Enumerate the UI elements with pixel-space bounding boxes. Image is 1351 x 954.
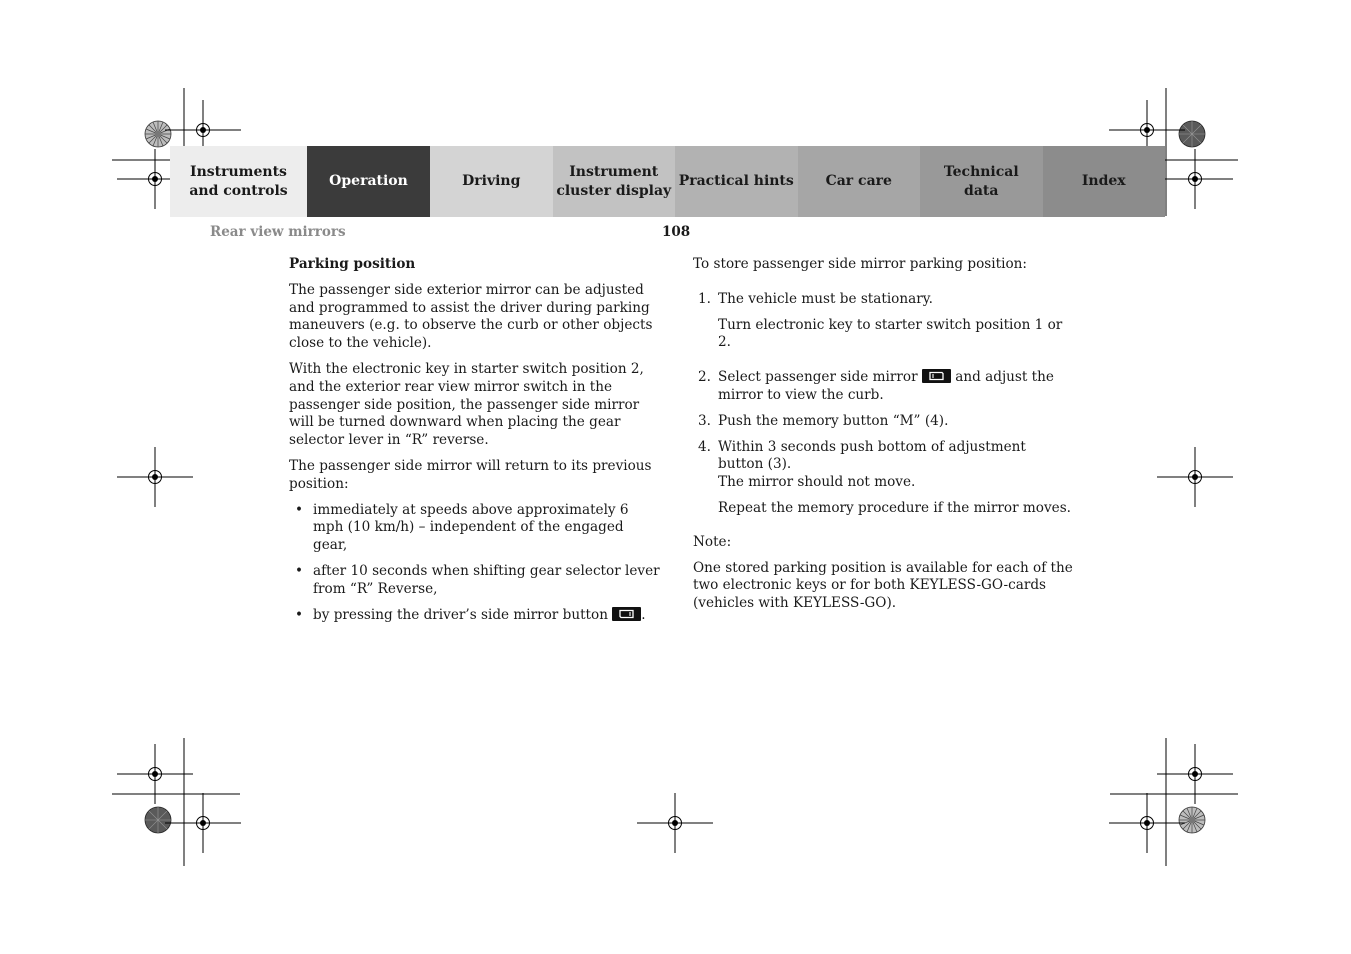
tab-driving[interactable]: [430, 146, 553, 217]
paragraph: With the electronic key in starter switch position 2, and the exterior rear view mirror switch in the passenger side position, the passenger side mirror will be turned downward when placing the gear selector lever in “R” reverse.: [289, 360, 644, 449]
bullet-icon: •: [295, 562, 304, 579]
tab-label: Driving: [462, 173, 521, 189]
tab-label: Operation: [329, 173, 408, 189]
step-item: [693, 291, 1073, 352]
step-text: The vehicle must be stationary.: [718, 290, 933, 307]
punctuation: .: [641, 606, 646, 623]
step-item: [693, 413, 1073, 431]
section-heading: Parking position: [289, 256, 416, 272]
note-label: Note:: [693, 533, 732, 550]
tab-technical-data[interactable]: [920, 146, 1043, 217]
tab-label: Car care: [825, 173, 892, 189]
list-item: [289, 563, 661, 599]
tab-practical-hints[interactable]: [675, 146, 798, 217]
step-item: [693, 439, 1073, 518]
intro-paragraph: To store passenger side mirror parking position:: [693, 256, 1027, 272]
tab-index[interactable]: [1043, 146, 1166, 217]
list-item: [289, 607, 661, 625]
right-column: [693, 256, 1073, 621]
paragraph: The passenger side mirror will return to its previous position:: [289, 457, 652, 492]
driver-mirror-button-icon: [612, 607, 641, 621]
section-tab-bar: [170, 146, 1180, 217]
tab-operation[interactable]: [307, 146, 430, 217]
step-text: Push the memory button “M” (4).: [718, 412, 949, 429]
tab-label: Instruments and controls: [189, 163, 288, 199]
step-text: Select passenger side mirror: [718, 369, 918, 386]
bullet-list: [289, 502, 661, 625]
tab-car-care[interactable]: [798, 146, 921, 217]
tab-instruments-and-controls[interactable]: [170, 146, 307, 217]
step-list: [693, 291, 1073, 518]
tab-instrument-cluster-display[interactable]: [553, 146, 676, 217]
step-subtext: Repeat the memory procedure if the mirror moves.: [718, 499, 1071, 516]
passenger-mirror-button-icon: [922, 369, 951, 383]
step-subtext: Turn electronic key to starter switch position 1 or 2.: [718, 316, 1063, 351]
step-text: and adjust the mirror to view the curb.: [718, 369, 1054, 403]
section-title: Rear view mirrors: [210, 224, 346, 240]
bullet-icon: •: [295, 606, 304, 623]
list-item-text: by pressing the driver’s side mirror button: [313, 606, 608, 623]
list-item-text: after 10 seconds when shifting gear selector lever from “R” Reverse,: [313, 562, 660, 597]
left-column: [289, 256, 661, 632]
step-number: 4.: [698, 438, 711, 455]
tab-label: Practical hints: [678, 173, 794, 189]
paragraph: The passenger side exterior mirror can be adjusted and programmed to assist the driver during parking maneuvers (e.g. to observe the curb or other objects close to the vehicle).: [289, 281, 653, 352]
step-number: 1.: [698, 290, 711, 307]
list-item: [289, 502, 661, 555]
step-number: 2.: [698, 369, 711, 386]
step-text-line: The mirror should not move.: [718, 474, 916, 491]
tab-label: Index: [1081, 173, 1126, 189]
step-item: [693, 369, 1073, 405]
step-text: Within 3 seconds push bottom of adjustment button (3).: [718, 438, 1026, 473]
list-item-text: immediately at speeds above approximately 6 mph (10 km/h) – independent of the engaged gear,: [313, 501, 629, 554]
note-text: One stored parking position is available for each of the two electronic keys or for both KEYLESS-GO-cards (vehicles with KEYLESS-GO).: [693, 559, 1073, 612]
tab-label: Technical data: [943, 163, 1019, 199]
step-number: 3.: [698, 412, 711, 429]
tab-label: Instrument cluster display: [556, 163, 672, 199]
page-number: 108: [662, 224, 691, 240]
bullet-icon: •: [295, 501, 304, 518]
